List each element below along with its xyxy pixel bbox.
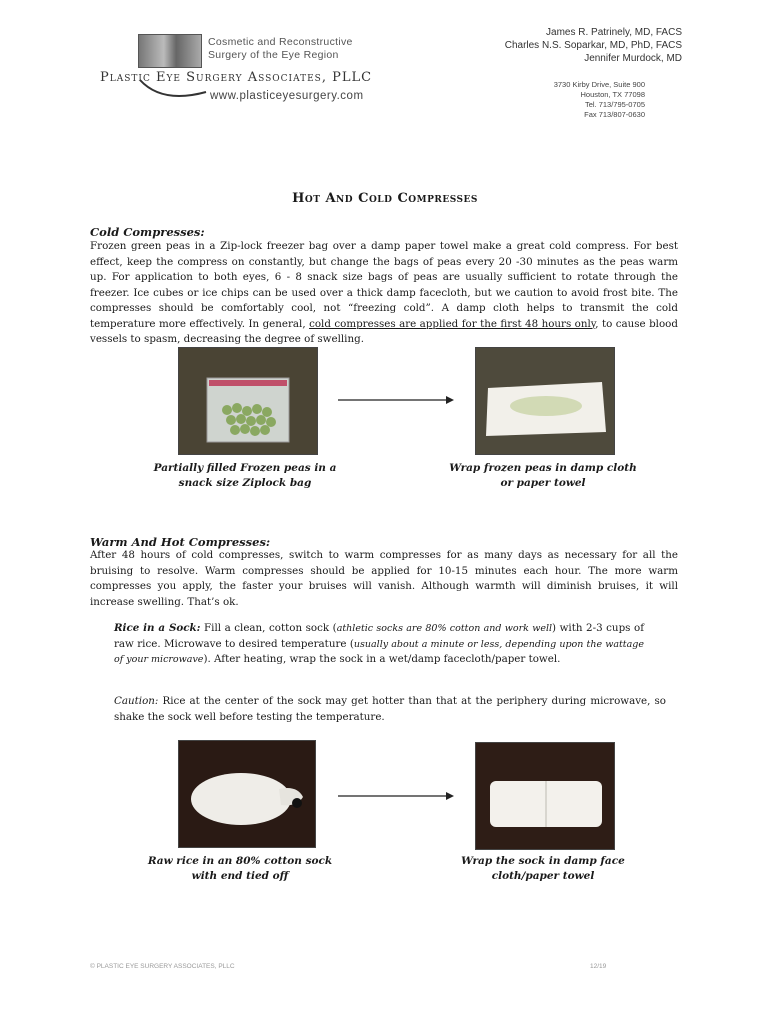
cold-paragraph [90, 239, 678, 348]
caution-label: Caution: [114, 695, 159, 707]
cold-text-end: , to cause blood vessels to spasm, decreasing the degree of swelling. [90, 317, 678, 345]
rice-sock-photo [178, 740, 316, 848]
address-line: Tel. 713/795-0705 [584, 100, 645, 109]
caution-paragraph [114, 694, 666, 725]
rice-italic-1: athletic socks are 80% cotton and work well [336, 623, 553, 634]
rice-italic-2: usually about a minute or less, depending upon the wattage of your microwave [114, 638, 644, 665]
wrapped-peas-image-icon [476, 348, 614, 454]
caution-text: Rice at the center of the sock may get hotter than that at the periphery during microwave, so shake the sock well before testing the temperature. [114, 695, 666, 723]
rice-sock-paragraph [114, 621, 644, 668]
wrapped-sock-photo [475, 742, 615, 850]
rice-text-1: Fill a clean, cotton sock ( [200, 622, 337, 634]
rice-text-3: ). After heating, wrap the sock in a wet/damp facecloth/paper towel. [203, 653, 561, 665]
address-line: 3730 Kirby Drive, Suite 900 [553, 80, 645, 89]
address-block [554, 80, 645, 120]
warm-paragraph: After 48 hours of cold compresses, switch to warm compresses for as many days as necessary for all the bruising to resolve. Warm compresses should be applied for 10-15 minutes each hour. The more warm compresses you apply, the faster your bruises will vanish. Although warmth will diminish bruises, it will increase swelling. That’s ok. [90, 549, 678, 608]
caption-wrap-peas: Wrap frozen peas in damp cloth or paper towel [449, 462, 637, 489]
logo-subtitle [208, 36, 353, 62]
doctor-name: James R. Patrinely, MD, FACS [546, 27, 682, 38]
rice-sock-label: Rice in a Sock: [114, 622, 201, 634]
caption-wrap-sock: Wrap the sock in damp face cloth/paper towel [461, 855, 625, 882]
website-link[interactable]: www.plasticeyesurgery.com [210, 90, 364, 102]
logo-subtitle-line-1: Cosmetic and Reconstructive [208, 36, 353, 48]
wrapped-peas-photo [475, 347, 615, 455]
doctor-list [505, 26, 682, 65]
arrow-right-icon [338, 789, 454, 803]
caption-frozen-peas: Partially filled Frozen peas in a snack size Ziplock bag [153, 462, 337, 489]
wrapped-sock-image-icon [476, 743, 614, 849]
page-title: Hot And Cold Compresses [292, 191, 478, 206]
frozen-peas-photo [178, 347, 318, 455]
doctor-name: Charles N.S. Soparkar, MD, PhD, FACS [504, 40, 682, 51]
frozen-peas-image-icon [179, 348, 317, 454]
address-line: Houston, TX 77098 [580, 90, 645, 99]
rice-text-2: ) with 2-3 cups of raw rice. Microwave to desired temperature ( [114, 622, 644, 650]
rice-sock-image-icon [179, 741, 315, 847]
cold-text: Frozen green peas in a Zip-lock freezer bag over a damp paper towel make a great cold compress. For best effect, keep the compress on constantly, but change the bags of peas every 20 -30 minutes as the peas warm up. For application to both eyes, 6 - 8 snack size bags of peas are usually sufficient to rotate through the freezer. Ice cubes or ice chips can be used over a thick damp facecloth, but we caution to avoid frost bite. The compresses should be comfortably cool, not “freezing cold”. A damp cloth helps to transmit the cold temperature more effectively. In general, [90, 240, 678, 330]
footer-copyright: © PLASTIC EYE SURGERY ASSOCIATES, PLLC [90, 963, 235, 970]
cold-heading: Cold Compresses: [90, 225, 205, 239]
footer-date: 12/19 [590, 963, 607, 970]
arrow-right-icon [338, 393, 454, 407]
cold-underlined-text: cold compresses are applied for the first 48 hours only [309, 317, 596, 330]
caption-rice-sock: Raw rice in an 80% cotton sock with end tied off [147, 855, 333, 882]
logo-subtitle-line-2: Surgery of the Eye Region [208, 49, 339, 61]
warm-heading: Warm And Hot Compresses: [90, 535, 271, 549]
practice-name: Plastic Eye Surgery Associates, PLLC [100, 70, 373, 85]
doctor-name: Jennifer Murdock, MD [584, 53, 682, 64]
address-line: Fax 713/807-0630 [584, 110, 645, 119]
